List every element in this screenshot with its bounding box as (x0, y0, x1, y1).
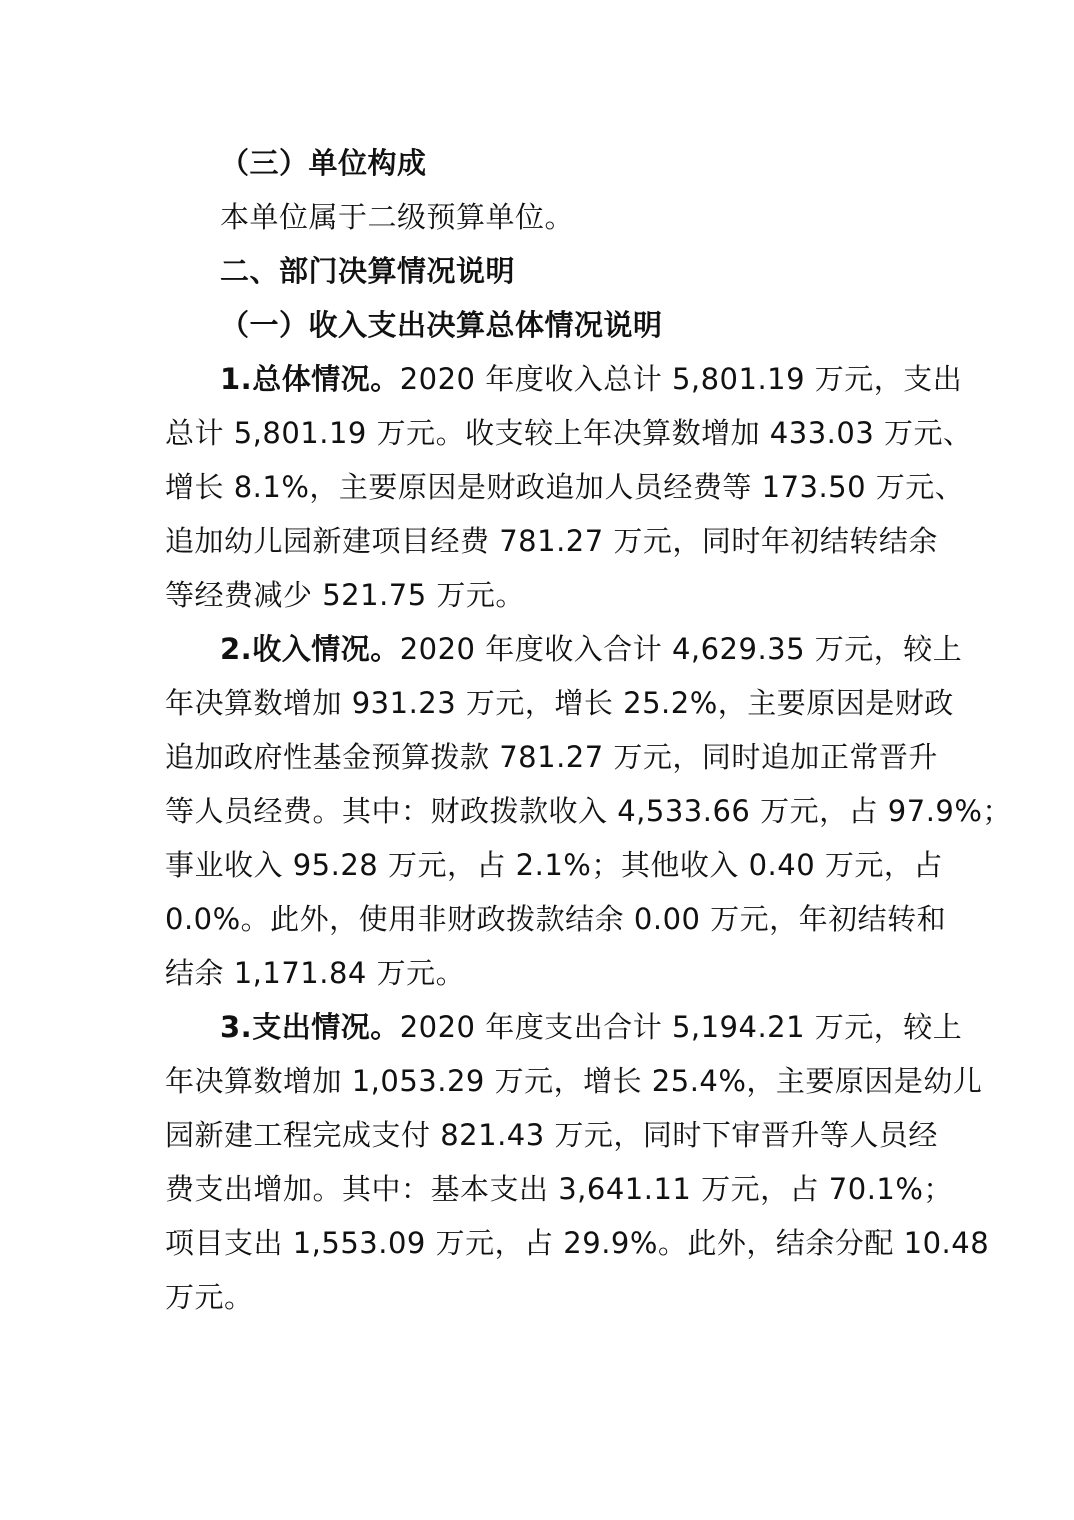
para-2-line-7: 结余 1,171.84 万元。 (165, 956, 466, 990)
para-2-line-2: 年决算数增加 931.23 万元，增长 25.2%，主要原因是财政 (165, 686, 954, 720)
para-1-line-1 (220, 359, 962, 399)
para-1-line-2: 总计 5,801.19 万元。收支较上年决算数增加 433.03 万元、 (165, 416, 973, 450)
para-3-line-4: 费支出增加。其中：基本支出 3,641.11 万元，占 70.1%； (165, 1172, 953, 1206)
para-3-line-2: 年决算数增加 1,053.29 万元，增长 25.4%，主要原因是幼儿 (165, 1064, 983, 1098)
para-1-line-5: 等经费减少 521.75 万元。 (165, 578, 525, 612)
para-3-line-3: 园新建工程完成支付 821.43 万元，同时下审晋升等人员经 (165, 1118, 938, 1152)
para-2-line-1 (220, 629, 962, 669)
para-3-line-5: 项目支出 1,553.09 万元，占 29.9%。此外，结余分配 10.48 (165, 1226, 990, 1260)
para-2-line-6: 0.0%。此外，使用非财政拨款结余 0.00 万元，年初结转和 (165, 902, 947, 936)
part-2-heading: 二、部门决算情况说明 (220, 254, 516, 288)
para-3-line-6: 万元。 (165, 1280, 254, 1314)
para-3-line-1 (220, 1007, 962, 1047)
part-2-sub-1-heading: （一）收入支出决算总体情况说明 (220, 308, 663, 342)
para-2-line-4: 等人员经费。其中：财政拨款收入 4,533.66 万元，占 97.9%； (165, 794, 1012, 828)
para-1-text: 2020 年度收入总计 5,801.19 万元，支出 (399, 362, 963, 396)
para-2-line-3: 追加政府性基金预算拨款 781.27 万元，同时追加正常晋升 (165, 740, 938, 774)
para-1-line-4: 追加幼儿园新建项目经费 781.27 万元，同时年初结转结余 (165, 524, 938, 558)
para-1-lead: 1.总体情况。 (220, 362, 400, 396)
para-1-line-3: 增长 8.1%，主要原因是财政追加人员经费等 173.50 万元、 (165, 470, 965, 504)
section-3-body: 本单位属于二级预算单位。 (220, 200, 575, 234)
para-2-lead: 2.收入情况。 (220, 632, 400, 666)
para-2-line-5: 事业收入 95.28 万元，占 2.1%；其他收入 0.40 万元，占 (165, 848, 943, 882)
para-3-lead: 3.支出情况。 (220, 1010, 400, 1044)
para-2-text: 2020 年度收入合计 4,629.35 万元，较上 (399, 632, 963, 666)
section-3-heading: （三）单位构成 (220, 146, 427, 180)
para-3-text: 2020 年度支出合计 5,194.21 万元，较上 (399, 1010, 963, 1044)
